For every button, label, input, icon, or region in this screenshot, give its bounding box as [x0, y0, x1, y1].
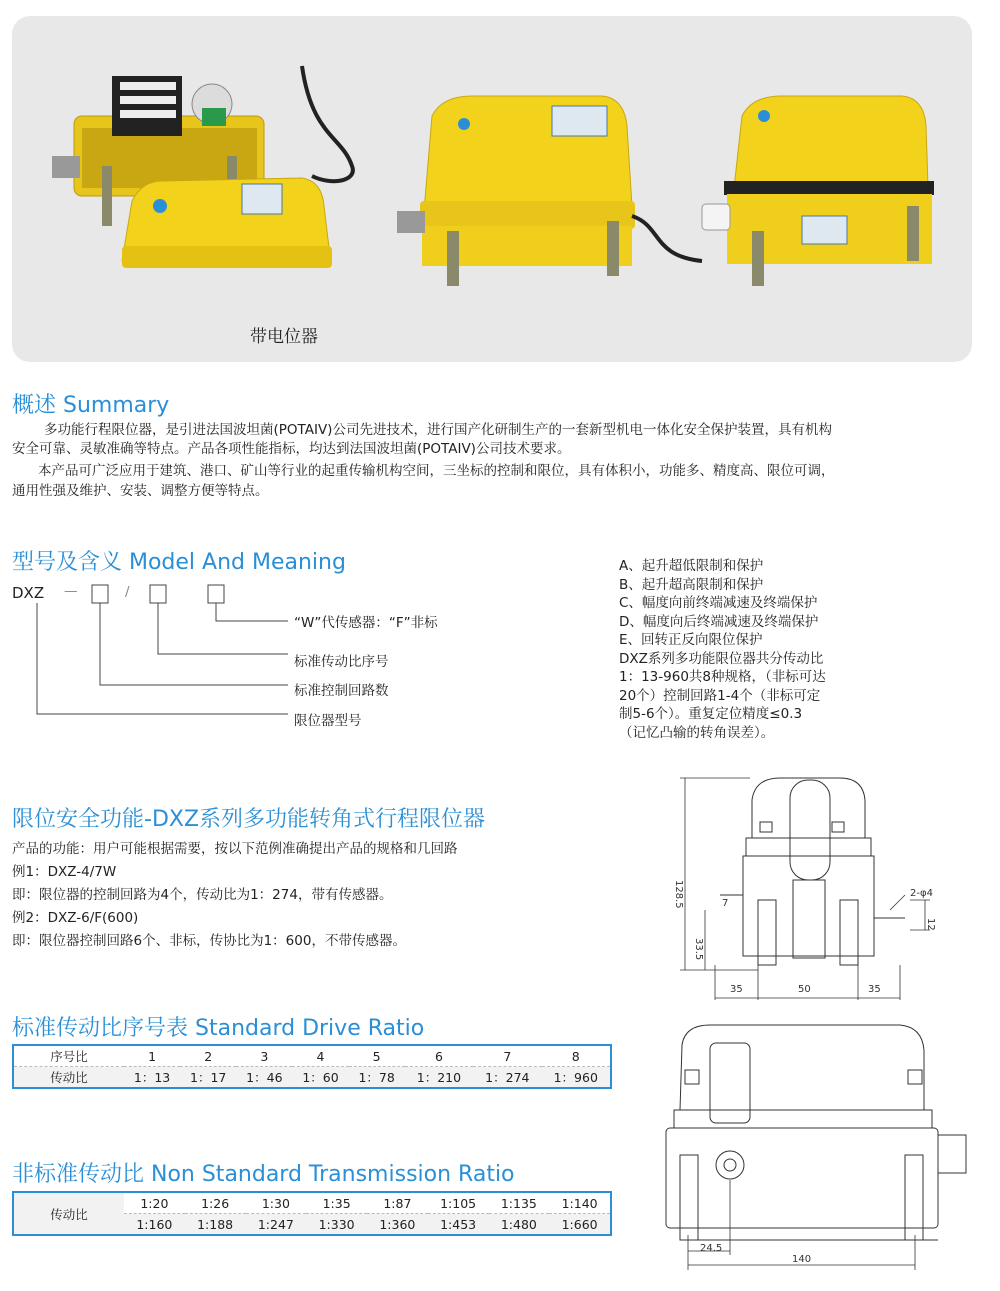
model-note: B、起升超高限制和保护	[619, 576, 764, 593]
nonstandard-ratio-title: 非标准传动比 Non Standard Transmission Ratio	[12, 1162, 515, 1187]
model-label-sensor: “W”代传感器：“F”非标	[294, 615, 438, 631]
model-label-circuits: 标准控制回路数	[294, 683, 389, 699]
table-cell: 1:360	[367, 1214, 428, 1235]
table-cell: 1:480	[489, 1214, 550, 1235]
model-note: 20个）控制回路1-4个（非标可定	[619, 687, 821, 704]
model-note: （记忆凸输的转角误差）。	[619, 724, 775, 741]
safety-line: 即：限位器的控制回路为4个，传动比为1：274，带有传感器。	[12, 887, 393, 903]
table-cell: 1:87	[367, 1193, 428, 1214]
model-note: E、回转正反向限位保护	[619, 632, 763, 648]
safety-line: 即：限位器控制回路6个、非标，传协比为1：600，不带传感器。	[12, 933, 406, 949]
model-notes	[619, 557, 826, 742]
model-note: 制5-6个）。重复定位精度≤0.3	[619, 706, 803, 722]
table-cell: 1：274	[473, 1067, 541, 1088]
model-label-ratio-no: 标准传动比序号	[294, 654, 389, 670]
table-cell: 1:247	[246, 1214, 307, 1235]
table-cell: 1:188	[185, 1214, 246, 1235]
table-cell: 1:160	[124, 1214, 185, 1235]
table-cell: 1:20	[124, 1193, 185, 1214]
dim-12: 12	[925, 918, 936, 931]
model-label-type: 限位器型号	[294, 713, 362, 729]
table-cell: 1：17	[180, 1067, 236, 1088]
model-slash: /	[125, 584, 130, 600]
model-title: 型号及含义 Model And Meaning	[12, 550, 346, 575]
technical-drawing-front	[660, 1015, 980, 1275]
model-note: C、幅度向前终端减速及终端保护	[619, 595, 818, 611]
model-code: DXZ	[12, 584, 45, 602]
summary-line-2: 安全可靠、灵敏准确等特点。产品各项性能指标，均达到法国波坦菌(POTAIV)公司技术要求。	[12, 441, 571, 457]
dim-24-5: 24.5	[700, 1243, 723, 1254]
safety-line: 例2：DXZ-6/F(600)	[12, 910, 139, 926]
table-cell: 5	[349, 1046, 405, 1067]
table-cell: 1:35	[306, 1193, 367, 1214]
summary-title: 概述 Summary	[12, 393, 170, 418]
safety-lines	[12, 838, 458, 953]
technical-drawing-side	[660, 770, 960, 1000]
table-cell: 1	[124, 1046, 180, 1067]
standard-ratio-table	[12, 1044, 612, 1089]
safety-line: 产品的功能：用户可能根据需要，按以下范例准确提出产品的规格和几回路	[12, 841, 458, 857]
table-cell: 1:660	[549, 1214, 610, 1235]
model-note: DXZ系列多功能限位器共分传动比	[619, 650, 824, 667]
table-cell: 2	[180, 1046, 236, 1067]
standard-ratio-title: 标准传动比序号表 Standard Drive Ratio	[12, 1016, 425, 1041]
table-cell: 7	[473, 1046, 541, 1067]
safety-line: 例1：DXZ-4/7W	[12, 864, 117, 880]
table-cell: 8	[542, 1046, 610, 1067]
table-cell: 3	[236, 1046, 292, 1067]
table-row-label: 序号比	[14, 1046, 124, 1067]
dim-7: 7	[722, 898, 729, 909]
limit-switch-right-image	[702, 96, 934, 286]
dim-h2: 33.5	[693, 938, 704, 961]
table-cell: 1：210	[405, 1067, 473, 1088]
dim-height: 128.5	[673, 880, 684, 909]
table-cell: 1:140	[549, 1193, 610, 1214]
model-note: 1：13-960共8种规格，（非标可达	[619, 669, 826, 685]
table-cell: 1：13	[124, 1067, 180, 1088]
table-cell: 1：960	[542, 1067, 610, 1088]
hero-caption: 带电位器	[250, 327, 318, 347]
table-cell: 1：46	[236, 1067, 292, 1088]
table-row-label: 传动比	[14, 1067, 124, 1088]
dim-50: 50	[798, 984, 811, 995]
model-note: A、起升超低限制和保护	[619, 558, 764, 574]
table-cell: 4	[292, 1046, 348, 1067]
summary-line-4: 通用性强及维护、安装、调整方便等特点。	[12, 483, 269, 499]
model-note: D、幅度向后终端减速及终端保护	[619, 613, 819, 630]
table-cell: 1:330	[306, 1214, 367, 1235]
summary-line-3: 本产品可广泛应用于建筑、港口、矿山等行业的起重传输机构空间，三坐标的控制和限位，具有体积小，功能多、精度高、限位可调，	[38, 463, 835, 479]
table-cell: 1：78	[349, 1067, 405, 1088]
dim-35b: 35	[868, 984, 881, 995]
table-cell: 1：60	[292, 1067, 348, 1088]
dim-holes: 2-φ4	[910, 888, 933, 899]
model-dash: —	[64, 583, 78, 599]
table-row-label: 传动比	[14, 1193, 124, 1234]
table-cell: 1:105	[428, 1193, 489, 1214]
safety-title: 限位安全功能-DXZ系列多功能转角式行程限位器	[12, 807, 486, 832]
nonstandard-ratio-table	[12, 1191, 612, 1236]
table-cell: 1:453	[428, 1214, 489, 1235]
table-cell: 1:30	[246, 1193, 307, 1214]
summary-line-1: 多功能行程限位器，是引进法国波坦菌(POTAIV)公司先进技术，进行国产化研制生产的一套新型机电一体化安全保护装置，具有机构	[44, 422, 832, 438]
table-cell: 1:26	[185, 1193, 246, 1214]
dim-140: 140	[792, 1254, 812, 1265]
dim-35a: 35	[730, 984, 743, 995]
table-cell: 1:135	[489, 1193, 550, 1214]
table-cell: 6	[405, 1046, 473, 1067]
